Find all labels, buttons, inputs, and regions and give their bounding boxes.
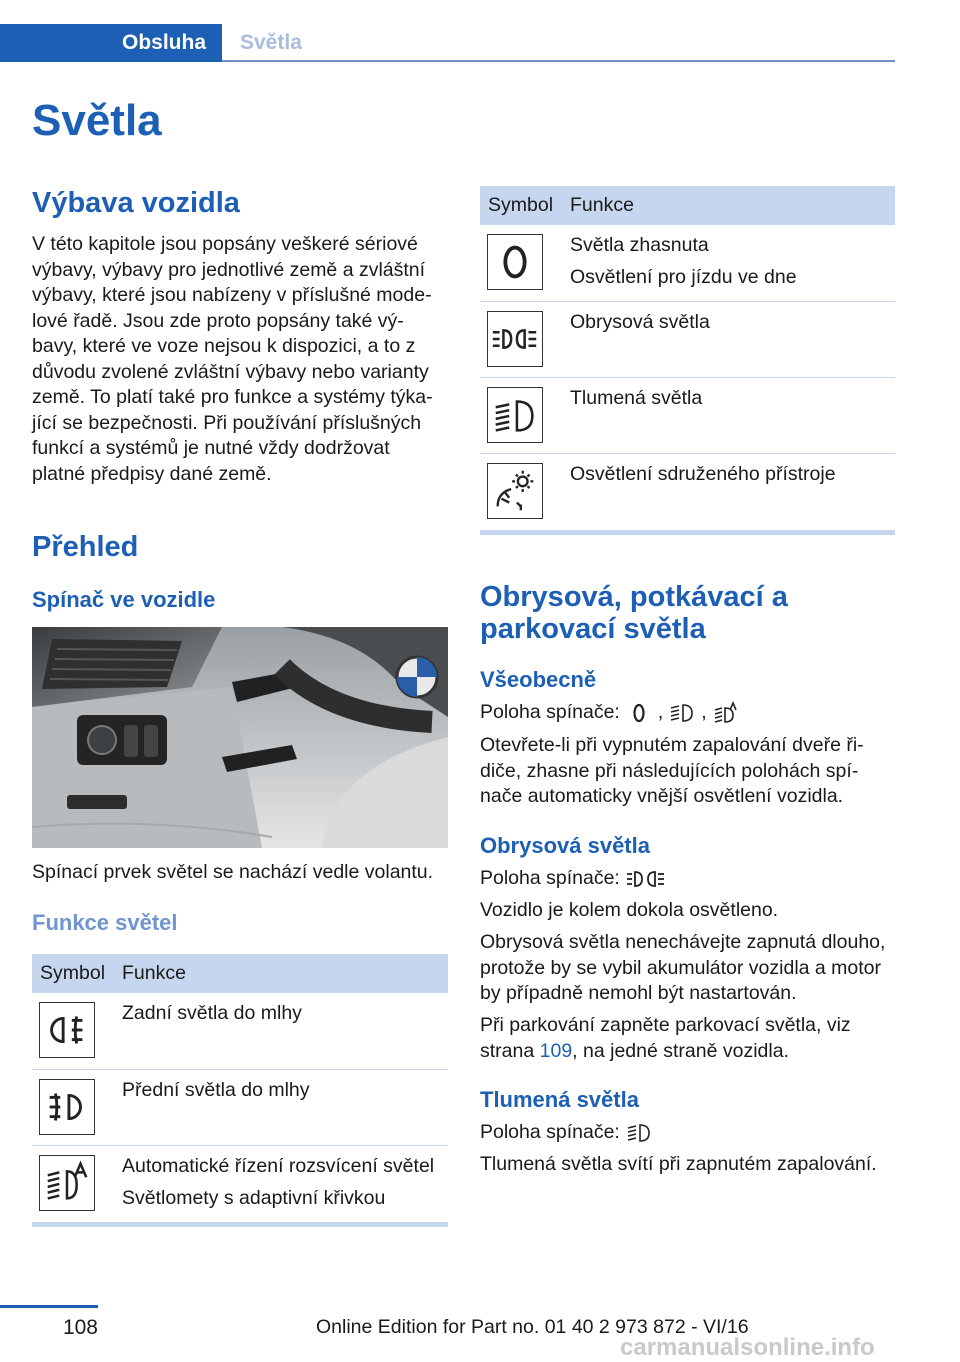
- lowbeam-switch-position: Poloha spínače:: [480, 1120, 658, 1146]
- switch-heading: Spínač ve vozidle: [32, 587, 216, 612]
- page-title: Světla: [32, 96, 162, 145]
- function-text: Tlumená světla: [570, 387, 703, 409]
- general-switch-position: Poloha spínače: , ,: [480, 700, 745, 726]
- light-functions-table-left: [32, 954, 448, 1228]
- zero-position-icon: [487, 234, 543, 290]
- function-text: Přední světla do mlhy: [122, 1079, 310, 1101]
- table-header: [32, 954, 448, 993]
- table-footer-bar: [480, 530, 895, 535]
- table-row: [480, 225, 895, 302]
- front-fog-light-icon: [39, 1079, 95, 1135]
- table-row: [32, 993, 448, 1070]
- low-beam-icon: [669, 700, 695, 726]
- header-tabbar: [0, 24, 895, 62]
- function-text: Osvětlení sdruženého přístroje: [570, 463, 836, 485]
- lowbeam-text: Tlumená světla svítí při zapnutém zapalování.: [480, 1153, 877, 1175]
- functions-heading: Funkce světel: [32, 910, 178, 935]
- col-symbol: Symbol: [40, 962, 106, 984]
- page-link-109[interactable]: 109: [539, 1039, 573, 1062]
- lowbeam-heading: Tlumená světla: [480, 1087, 639, 1112]
- section-heading: Obrysová, potkávací a parkovací světla: [480, 581, 788, 645]
- table-row: [32, 1070, 448, 1146]
- parking-text-1: Vozidlo je kolem dokola osvětleno.: [480, 899, 779, 921]
- page-number: 108: [62, 1316, 98, 1339]
- auto-headlight-icon: [39, 1155, 95, 1211]
- tab-svetla[interactable]: Světla: [240, 31, 302, 54]
- col-function: Funkce: [570, 194, 634, 216]
- equipment-text: V této kapitole jsou popsány veškeré sériové výbavy, výbavy pro jednotlivé země a zvláštní výbavy, které jsou nabízeny v příslušné mode‐ lové řadě. Jsou zde proto popsány také vý‐ bavy, které ve voze nejsou k dispozici, a to z důvodu zvolené zvláštní výbavy nebo varianty země. To platí také pro funkce a systémy týka‐ jící se bezpečnosti. Při používání příslušných funkcí a systémů je nutné vždy dodržovat platné předpisy dané země.: [32, 233, 433, 485]
- photo-caption: Spínací prvek světel se nachází vedle volantu.: [32, 861, 434, 883]
- light-switch-photo: [32, 627, 448, 848]
- table-row: [480, 454, 895, 530]
- general-text: Otevřete-li při vypnutém zapalování dveře ři‐ diče, zhasne při následujících polohách spí‐ nače automaticky vnější osvětlení vozidla.: [480, 734, 864, 807]
- parking-switch-position: Poloha spínače:: [480, 866, 672, 892]
- col-function: Funkce: [122, 962, 186, 984]
- rear-fog-light-icon: [39, 1002, 95, 1058]
- function-text: Obrysová světla: [570, 311, 710, 333]
- parking-light-icon: [487, 311, 543, 367]
- table-header: [480, 186, 895, 225]
- instrument-lighting-icon: [487, 463, 543, 519]
- page-number-bar: [0, 1305, 98, 1308]
- function-text: Automatické řízení rozsvícení světel Světlomety s adaptivní křivkou: [122, 1155, 435, 1209]
- zero-position-icon: [626, 700, 652, 726]
- light-functions-table-right: [480, 186, 895, 535]
- watermark: carmanualsonline.info: [620, 1334, 875, 1361]
- col-symbol: Symbol: [488, 194, 554, 216]
- auto-headlight-icon: [713, 700, 739, 726]
- parking-light-icon: [626, 866, 666, 892]
- low-beam-icon: [487, 387, 543, 443]
- general-heading: Všeobecně: [480, 667, 597, 692]
- table-row: [480, 378, 895, 454]
- function-text: Světla zhasnuta Osvětlení pro jízdu ve dne: [570, 234, 797, 288]
- tab-obsluha[interactable]: Obsluha: [0, 24, 222, 62]
- table-row: [480, 302, 895, 378]
- overview-heading: Přehled: [32, 531, 139, 563]
- parking-text-3: Při parkování zapněte parkovací světla, viz strana 109, na jedné straně vozidla.: [480, 1014, 851, 1062]
- table-footer-bar: [32, 1222, 448, 1227]
- equipment-heading: Výbava vozidla: [32, 187, 240, 219]
- parking-text-2: Obrysová světla nenechávejte zapnutá dlouho, protože by se vybil akumulátor vozidla a motor by případně nemohl být nastartován.: [480, 931, 886, 1004]
- low-beam-icon: [626, 1120, 652, 1146]
- table-row: [32, 1146, 448, 1223]
- parking-heading: Obrysová světla: [480, 833, 650, 858]
- function-text: Zadní světla do mlhy: [122, 1002, 302, 1024]
- edition-text: Online Edition for Part no. 01 40 2 973 872 - VI/16: [316, 1316, 749, 1338]
